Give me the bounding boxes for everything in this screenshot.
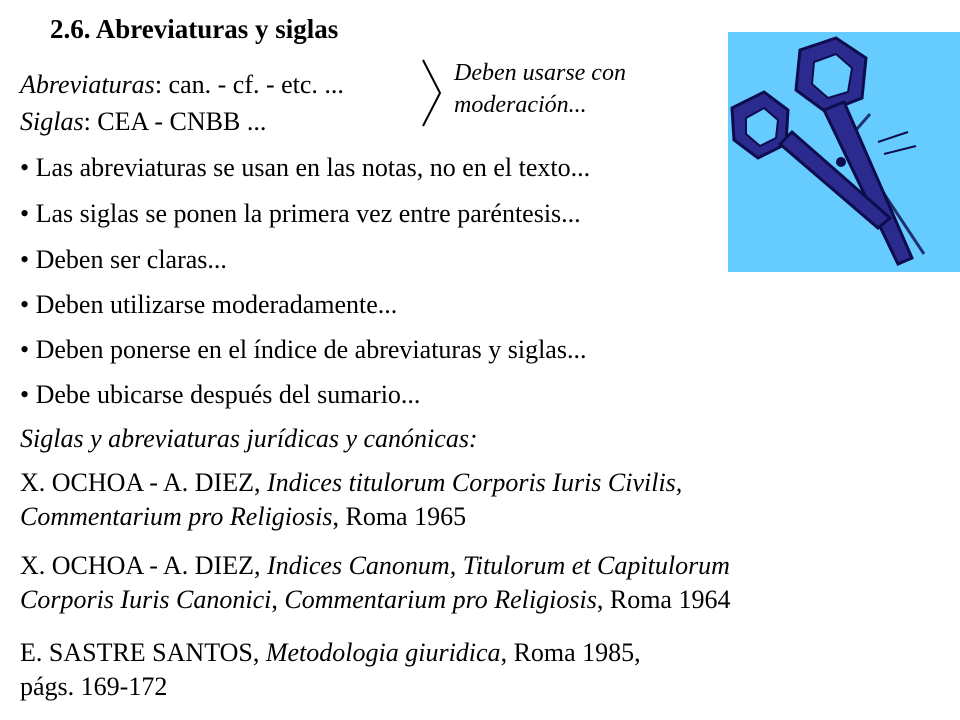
reference-3-line2: págs. 169-172 xyxy=(20,672,168,701)
reference-tail: , Roma 1985, xyxy=(500,638,641,667)
bullet-item: • Las abreviaturas se usan en las notas, no en el texto... xyxy=(20,153,591,182)
side-note-line1: Deben usarse con xyxy=(454,60,626,86)
acronyms-examples: : CEA - CNBB ... xyxy=(83,107,267,136)
scissors-clipart xyxy=(728,32,960,272)
reference-title: Commentarium pro Religiosis xyxy=(284,585,597,614)
scissors-icon xyxy=(728,32,960,272)
references-heading: Siglas y abreviaturas jurídicas y canónicas: xyxy=(20,424,478,453)
reference-separator: , xyxy=(271,585,285,614)
reference-author: X. OCHOA - A. DIEZ, xyxy=(20,551,267,580)
reference-2 xyxy=(20,549,730,617)
acronyms-label: Siglas xyxy=(20,107,84,136)
side-note-line2: moderación... xyxy=(454,92,587,118)
reference-author: E. SASTRE SANTOS, xyxy=(20,638,266,667)
bullet-item: • Deben ser claras... xyxy=(20,245,227,274)
side-note xyxy=(454,57,626,121)
reference-2-line2 xyxy=(20,583,730,617)
acronyms-line xyxy=(20,105,266,139)
reference-1-line1 xyxy=(20,466,682,500)
page-title: 2.6. Abreviaturas y siglas xyxy=(50,14,339,44)
reference-2-line1 xyxy=(20,549,730,583)
reference-author: X. OCHOA - A. DIEZ, xyxy=(20,468,267,497)
reference-title: Corporis Iuris Canonici xyxy=(20,585,272,614)
abbreviations-line xyxy=(20,68,344,102)
reference-title: Indices titulorum Corporis Iuris Civilis, xyxy=(267,468,683,497)
right-angle-bracket-icon xyxy=(421,58,443,128)
reference-title: Commentarium pro Religiosis xyxy=(20,502,333,531)
bullet-item: • Debe ubicarse después del sumario... xyxy=(20,380,421,409)
reference-3-line1 xyxy=(20,636,641,670)
bullet-item: • Deben ponerse en el índice de abreviaturas y siglas... xyxy=(20,335,587,364)
abbreviations-label: Abreviaturas xyxy=(20,70,155,99)
abbreviations-examples: : can. - cf. - etc. ... xyxy=(154,70,344,99)
bullet-item: • Deben utilizarse moderadamente... xyxy=(20,290,398,319)
reference-3 xyxy=(20,636,641,704)
reference-title: Metodologia giuridica xyxy=(265,638,501,667)
reference-title: Indices Canonum, Titulorum et Capitulorum xyxy=(267,551,730,580)
reference-tail: , Roma 1965 xyxy=(332,502,467,531)
reference-1 xyxy=(20,466,682,534)
bullet-item: • Las siglas se ponen la primera vez entre paréntesis... xyxy=(20,199,581,228)
reference-tail: , Roma 1964 xyxy=(596,585,731,614)
reference-1-line2 xyxy=(20,500,682,534)
